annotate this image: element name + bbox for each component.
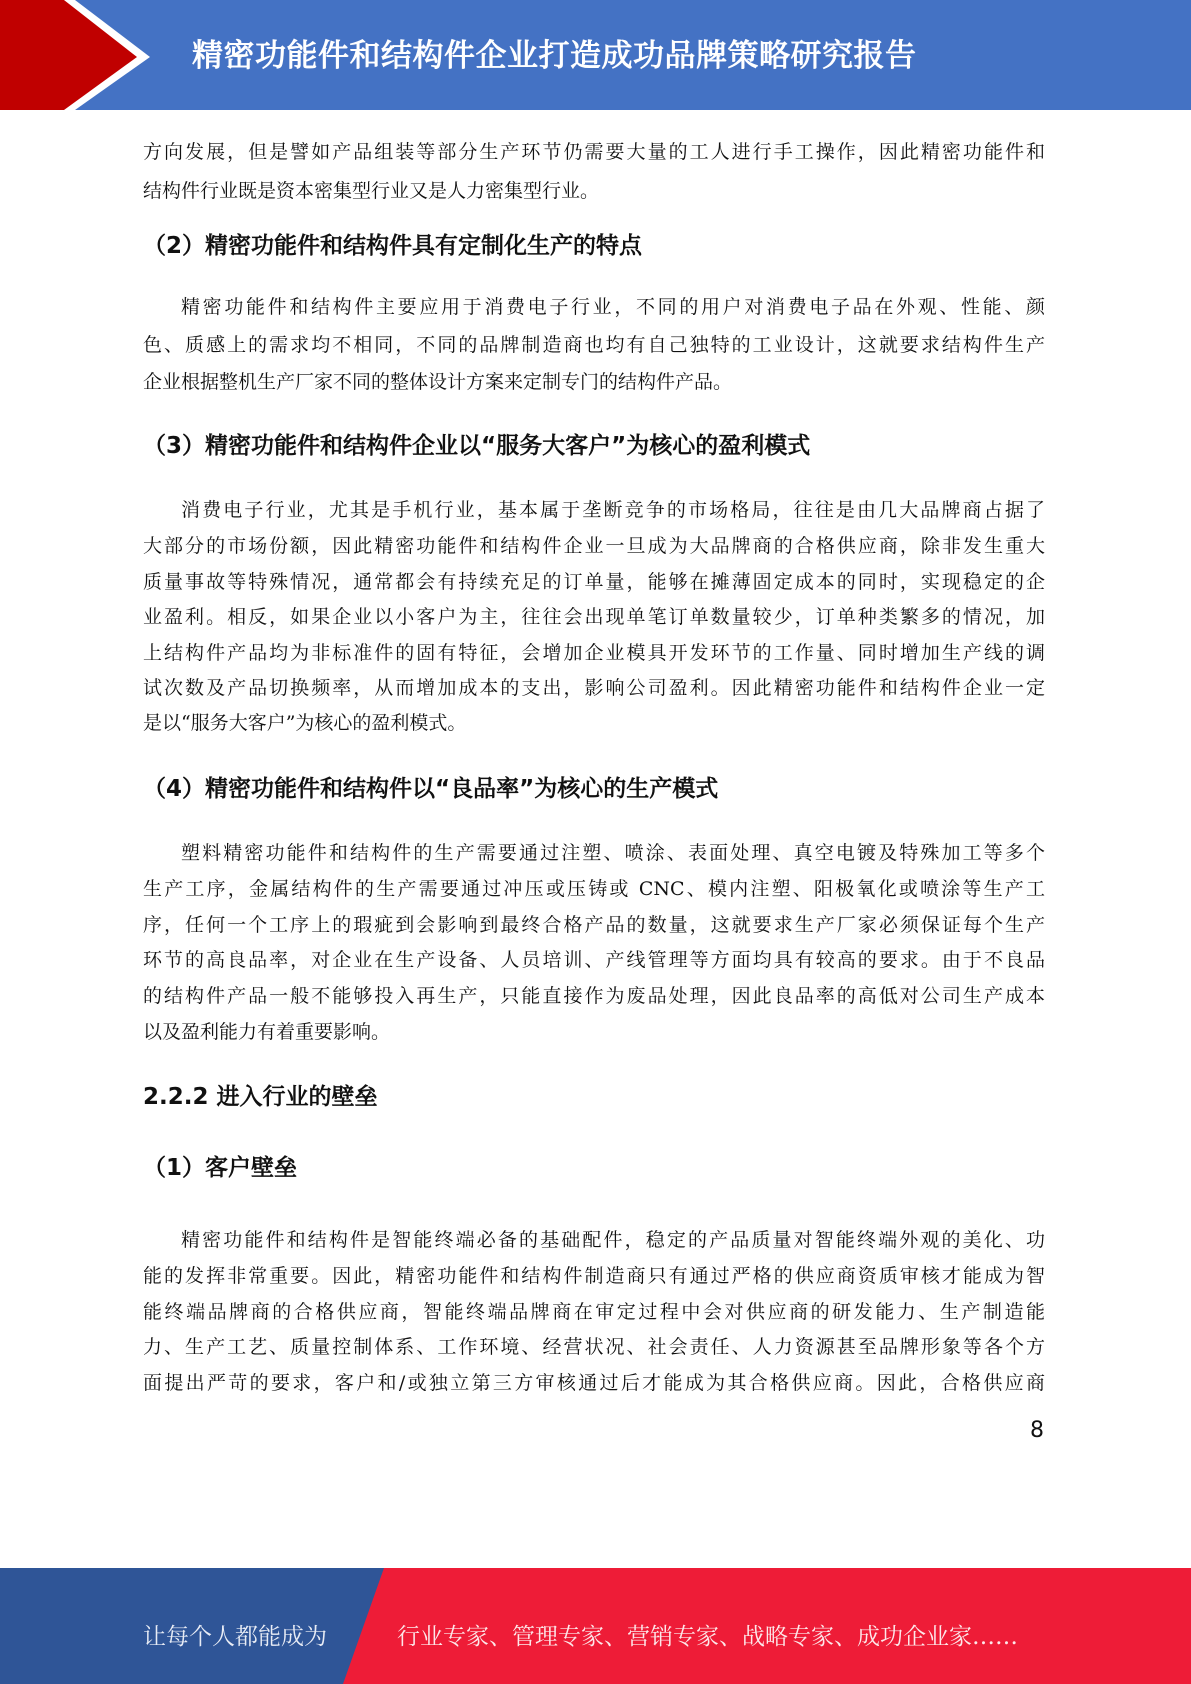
page-number: 8 xyxy=(1030,1418,1044,1443)
report-title: 精密功能件和结构件企业打造成功品牌策略研究报告 xyxy=(192,38,917,74)
paragraph-line: 以及盈利能力有着重要影响。 xyxy=(143,1021,391,1043)
paragraph-line: 环节的高良品率，对企业在生产设备、人员培训、产线管理等方面均具有较高的要求。由于不良品 xyxy=(143,949,1045,971)
paragraph-line: 是以“服务大客户”为核心的盈利模式。 xyxy=(143,712,467,734)
paragraph-line: 塑料精密功能件和结构件的生产需要通过注塑、喷涂、表面处理、真空电镀及特殊加工等多个 xyxy=(181,842,1045,864)
section-heading: 2.2.2 进入行业的壁垒 xyxy=(143,1084,378,1110)
paragraph-line: 能的发挥非常重要。因此，精密功能件和结构件制造商只有通过严格的供应商资质审核才能成为智 xyxy=(143,1265,1045,1287)
paragraph-line: 方向发展，但是譬如产品组装等部分生产环节仍需要大量的工人进行手工操作，因此精密功能件和 xyxy=(143,141,1045,163)
paragraph-line: 企业根据整机生产厂家不同的整体设计方案来定制专门的结构件产品。 xyxy=(143,371,733,393)
paragraph-line: 业盈利。相反，如果企业以小客户为主，往往会出现单笔订单数量较少，订单种类繁多的情况，加 xyxy=(143,606,1045,628)
section-heading: （2）精密功能件和结构件具有定制化生产的特点 xyxy=(143,233,643,259)
section-heading: （4）精密功能件和结构件以“良品率”为核心的生产模式 xyxy=(143,776,719,802)
paragraph-line: 精密功能件和结构件主要应用于消费电子行业，不同的用户对消费电子品在外观、性能、颜 xyxy=(181,296,1045,318)
paragraph-line: 消费电子行业，尤其是手机行业，基本属于垄断竞争的市场格局，往往是由几大品牌商占据了 xyxy=(181,499,1045,521)
paragraph-line: 面提出严苛的要求，客户和/或独立第三方审核通过后才能成为其合格供应商。因此，合格供应商 xyxy=(143,1372,1045,1394)
footer-slogan-left: 让每个人都能成为 xyxy=(143,1624,327,1650)
page-header xyxy=(0,0,1191,110)
paragraph-line: 序，任何一个工序上的瑕疵到会影响到最终合格产品的数量，这就要求生产厂家必须保证每个生产 xyxy=(143,914,1045,936)
paragraph-line: 能终端品牌商的合格供应商，智能终端品牌商在审定过程中会对供应商的研发能力、生产制造能 xyxy=(143,1301,1045,1323)
paragraph-line: 精密功能件和结构件是智能终端必备的基础配件，稳定的产品质量对智能终端外观的美化、功 xyxy=(181,1229,1045,1251)
paragraph-line: 的结构件产品一般不能够投入再生产，只能直接作为废品处理，因此良品率的高低对公司生产成本 xyxy=(143,985,1045,1007)
paragraph-line: 生产工序，金属结构件的生产需要通过冲压或压铸或 CNC、模内注塑、阳极氧化或喷涂等生产工 xyxy=(143,878,1045,900)
page-footer xyxy=(0,1568,1191,1684)
paragraph-line: 试次数及产品切换频率，从而增加成本的支出，影响公司盈利。因此精密功能件和结构件企业一定 xyxy=(143,677,1045,699)
paragraph-line: 大部分的市场份额，因此精密功能件和结构件企业一旦成为大品牌商的合格供应商，除非发生重大 xyxy=(143,535,1045,557)
paragraph-line: 质量事故等特殊情况，通常都会有持续充足的订单量，能够在摊薄固定成本的同时，实现稳定的企 xyxy=(143,571,1045,593)
paragraph-line: 色、质感上的需求均不相同，不同的品牌制造商也均有自己独特的工业设计，这就要求结构件生产 xyxy=(143,334,1045,356)
paragraph-line: 上结构件产品均为非标准件的固有特征，会增加企业模具开发环节的工作量、同时增加生产线的调 xyxy=(143,642,1045,664)
section-heading: （3）精密功能件和结构件企业以“服务大客户”为核心的盈利模式 xyxy=(143,433,811,459)
section-heading: （1）客户壁垒 xyxy=(143,1155,298,1181)
paragraph-line: 力、生产工艺、质量控制体系、工作环境、经营状况、社会责任、人力资源甚至品牌形象等各个方 xyxy=(143,1336,1045,1358)
paragraph-line: 结构件行业既是资本密集型行业又是人力密集型行业。 xyxy=(143,180,600,202)
footer-slogan-right: 行业专家、管理专家、营销专家、战略专家、成功企业家…… xyxy=(397,1624,1018,1650)
